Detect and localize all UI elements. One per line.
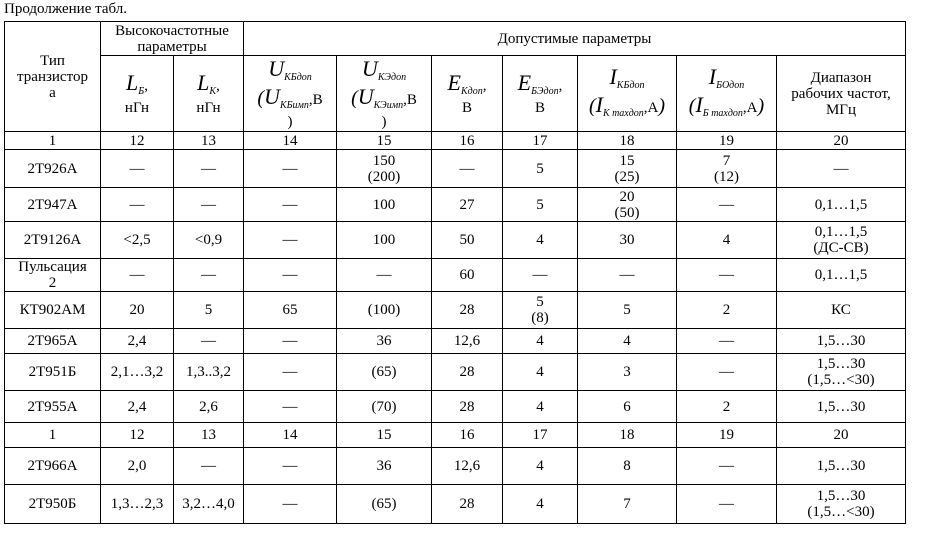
table-cell: 20	[101, 292, 174, 329]
table-cell: 12	[101, 423, 174, 448]
table-cell: 2,4	[101, 391, 174, 423]
table-cell: —	[677, 485, 777, 524]
table-row	[5, 292, 906, 329]
table-cell: —	[503, 259, 578, 292]
table-cell: —	[337, 259, 432, 292]
table-cell: 28	[432, 485, 503, 524]
table-cell: 1,5…30	[777, 448, 906, 485]
table-cell: 0,1…1,5 (ДС-СВ)	[777, 222, 906, 259]
table-cell: —	[677, 188, 777, 222]
table-cell: 5	[174, 292, 244, 329]
table-cell: —	[244, 485, 337, 524]
table-cell: 4	[503, 354, 578, 391]
transistor-type-cell: 2Т947А	[5, 188, 101, 222]
header-col-17: $E_{БЭдоп}$, В	[503, 56, 578, 132]
header-col-18: $I_{КБдоп}$ $(I_{К maxдоп},А)$	[578, 56, 677, 132]
table-cell: 1,3…2,3	[101, 485, 174, 524]
table-cell: 2,0	[101, 448, 174, 485]
table-cell: 7	[578, 485, 677, 524]
table-cell: —	[244, 448, 337, 485]
table-cell: 3,2…4,0	[174, 485, 244, 524]
table-cell: 60	[432, 259, 503, 292]
table-cell: 1,5…30 (1,5…<30)	[777, 354, 906, 391]
header-col-12: $L_Б$, нГн	[101, 56, 174, 132]
table-cell: —	[174, 329, 244, 354]
transistor-type-cell: 2Т951Б	[5, 354, 101, 391]
table-cell: —	[244, 391, 337, 423]
header-allowed-group: Допустимые параметры	[244, 22, 906, 56]
table-cell: 28	[432, 391, 503, 423]
transistor-type-cell: 2Т955А	[5, 391, 101, 423]
table-cell: 0,1…1,5	[777, 188, 906, 222]
table-cell: 16	[432, 423, 503, 448]
table-cell: <0,9	[174, 222, 244, 259]
transistor-type-cell: 2Т950Б	[5, 485, 101, 524]
table-cell: 20 (50)	[578, 188, 677, 222]
table-cell: 36	[337, 329, 432, 354]
table-cell: (65)	[337, 354, 432, 391]
table-cell: (65)	[337, 485, 432, 524]
table-cell: 5	[503, 150, 578, 188]
header-col-16: $E_{Кдоп}$, В	[432, 56, 503, 132]
transistor-type-cell: 2Т9126А	[5, 222, 101, 259]
column-number: 19	[677, 132, 777, 150]
table-cell: 4	[503, 222, 578, 259]
table-cell: 8	[578, 448, 677, 485]
table-cell: —	[174, 150, 244, 188]
header-type: Тип транзистор а	[5, 22, 101, 132]
transistor-type-cell: КТ902АМ	[5, 292, 101, 329]
table-cell: 12,6	[432, 448, 503, 485]
table-row	[5, 222, 906, 259]
table-cell: (70)	[337, 391, 432, 423]
table-row	[5, 448, 906, 485]
table-cell: 1,5…30 (1,5…<30)	[777, 485, 906, 524]
table-cell: 36	[337, 448, 432, 485]
table-cell: —	[244, 259, 337, 292]
header-col-19: $I_{БОдоп}$ $(I_{Б maxдоп},А)$	[677, 56, 777, 132]
table-cell: 15 (25)	[578, 150, 677, 188]
table-cell: 18	[578, 423, 677, 448]
table-cell: 19	[677, 423, 777, 448]
table-cell: —	[677, 448, 777, 485]
table-cell: —	[244, 150, 337, 188]
column-number: 14	[244, 132, 337, 150]
table-cell: —	[174, 259, 244, 292]
header-col-14: $U_{КБдоп}$ ($U_{КБимп},В$ )	[244, 56, 337, 132]
table-cell: <2,5	[101, 222, 174, 259]
table-cell: 15	[337, 423, 432, 448]
table-row	[5, 391, 906, 423]
transistor-type-cell: 1	[5, 423, 101, 448]
column-number: 20	[777, 132, 906, 150]
table-cell: 4	[503, 391, 578, 423]
table-cell: 20	[777, 423, 906, 448]
table-row	[5, 354, 906, 391]
table-cell: 5	[503, 188, 578, 222]
table-cell: —	[174, 188, 244, 222]
column-number: 12	[101, 132, 174, 150]
transistor-type-cell: 2Т926А	[5, 150, 101, 188]
table-cell: —	[777, 150, 906, 188]
table-cell: 6	[578, 391, 677, 423]
table-row	[5, 150, 906, 188]
table-cell: 28	[432, 292, 503, 329]
table-cell: 150 (200)	[337, 150, 432, 188]
table-cell: 30	[578, 222, 677, 259]
table-cell: 27	[432, 188, 503, 222]
header-col-15: $U_{КЭдоп}$ ($U_{КЭимп},В$ )	[337, 56, 432, 132]
table-cell: 28	[432, 354, 503, 391]
table-cell: 5 (8)	[503, 292, 578, 329]
table-cell: 50	[432, 222, 503, 259]
table-cell: 4	[503, 329, 578, 354]
table-cell: 0,1…1,5	[777, 259, 906, 292]
table-cell: 2,6	[174, 391, 244, 423]
table-cell: —	[244, 329, 337, 354]
table-cell: —	[244, 354, 337, 391]
header-col-13: $L_К$, нГн	[174, 56, 244, 132]
table-cell: —	[244, 188, 337, 222]
table-cell: 100	[337, 188, 432, 222]
column-number: 1	[5, 132, 101, 150]
table-cell: 14	[244, 423, 337, 448]
table-cell: —	[432, 150, 503, 188]
transistor-parameters-table	[4, 21, 906, 524]
table-cell: —	[101, 188, 174, 222]
table-cell: 2,1…3,2	[101, 354, 174, 391]
table-cell: 2	[677, 391, 777, 423]
table-cell: 1,3..3,2	[174, 354, 244, 391]
table-cell: 7 (12)	[677, 150, 777, 188]
transistor-type-cell: 2Т966А	[5, 448, 101, 485]
table-cell: —	[677, 259, 777, 292]
table-cell: —	[578, 259, 677, 292]
column-number: 17	[503, 132, 578, 150]
table-cell: КС	[777, 292, 906, 329]
table-cell: —	[677, 329, 777, 354]
header-col-20: Диапазон рабочих частот, МГц	[777, 56, 906, 132]
column-number: 18	[578, 132, 677, 150]
table-cell: 1,5…30	[777, 391, 906, 423]
column-number: 13	[174, 132, 244, 150]
table-cell: 2	[677, 292, 777, 329]
table-cell: 1,5…30	[777, 329, 906, 354]
table-cell: 3	[578, 354, 677, 391]
table-cell: 65	[244, 292, 337, 329]
table-row	[5, 329, 906, 354]
table-row	[5, 259, 906, 292]
table-cell: 4	[503, 448, 578, 485]
table-cell: 5	[578, 292, 677, 329]
transistor-type-cell: 2Т965А	[5, 329, 101, 354]
table-cell: 4	[578, 329, 677, 354]
column-number: 15	[337, 132, 432, 150]
column-number: 16	[432, 132, 503, 150]
transistor-type-cell: Пульсация 2	[5, 259, 101, 292]
table-cell: 4	[677, 222, 777, 259]
table-cell: —	[101, 150, 174, 188]
column-number-row	[5, 423, 906, 448]
table-cell: 17	[503, 423, 578, 448]
table-caption: Продолжение табл.	[4, 1, 127, 17]
table-row	[5, 188, 906, 222]
table-cell: —	[244, 222, 337, 259]
table-cell: —	[174, 448, 244, 485]
column-number-row	[5, 132, 906, 150]
table-cell: (100)	[337, 292, 432, 329]
table-cell: 12,6	[432, 329, 503, 354]
table-cell: 100	[337, 222, 432, 259]
table-cell: 4	[503, 485, 578, 524]
header-hf-group: Высокочастотные параметры	[101, 22, 244, 56]
table-cell: —	[677, 354, 777, 391]
table-cell: —	[101, 259, 174, 292]
table-row	[5, 485, 906, 524]
table-cell: 13	[174, 423, 244, 448]
table-cell: 2,4	[101, 329, 174, 354]
